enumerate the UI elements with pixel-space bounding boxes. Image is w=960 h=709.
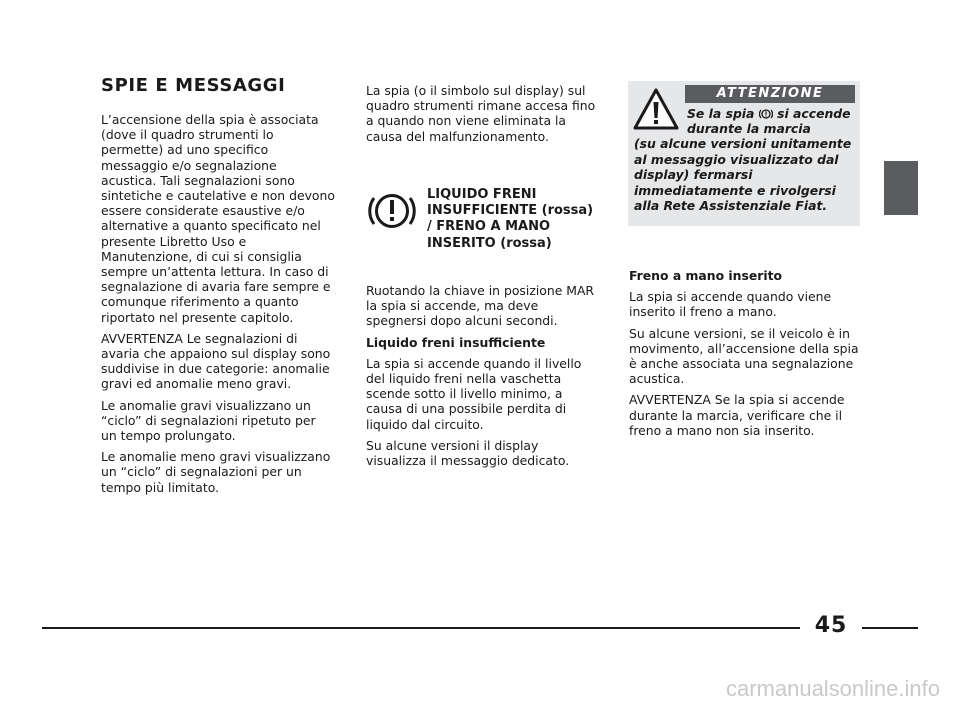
attention-lead-b: si accende durante la marcia <box>687 106 851 136</box>
column-middle-bottom <box>366 283 598 474</box>
column-middle-top <box>366 83 598 150</box>
warning-triangle-icon <box>633 88 679 130</box>
brake-warning-block <box>366 185 598 277</box>
warning-paragraph: AVVERTENZA Le segnalazioni di avaria che appaiono sul display sono suddivise in due categorie: anomalie gravi ed anomalie meno gravi. <box>101 330 331 392</box>
brake-warning-title: LIQUIDO FRENI INSUFFICIENTE (rossa) / FRENO A MANO INSERITO (rossa) <box>427 187 594 251</box>
display-message-paragraph: Su alcune versioni il display visualizza il messaggio dedicato. <box>366 437 570 469</box>
brake-warning-inline-icon <box>759 108 773 120</box>
column-right <box>629 268 863 444</box>
attention-box <box>628 81 860 226</box>
handbrake-paragraph: La spia si accende quando viene inserito il freno a mano. <box>629 289 832 320</box>
attention-lead <box>687 106 857 136</box>
attention-lead-a: Se la spia <box>687 106 755 121</box>
acoustic-signal-paragraph: Su alcune versioni, se il veicolo è in movimento, all’accensione della spia è anche associata una segnalazione acustica. <box>629 325 859 387</box>
watermark: carmanualsonline.info <box>725 676 940 701</box>
handbrake-warning-paragraph: AVVERTENZA Se la spia si accende durante la marcia, verificare che il freno a mano non sia inserito. <box>629 392 845 438</box>
intro-paragraph: L’accensione della spia è associata (dove il quadro strumenti lo permette) ad uno specifico messaggio e/o segnalazione acustica. Tali segnalazioni sono sintetiche e cautelative e non devono essere considerate esaustive e/o alternative a quanto specificato nel presente Libretto Uso e Manutenzione, di cui si consiglia sempre un’attenta lettura. In caso di segnalazione di avaria fare sempre e comunque riferimento a quanto riportato nel presente capitolo. <box>101 112 335 325</box>
attention-text: (su alcune versioni unitamente al messaggio visualizzato dal display) fermarsi immediatamente e rivolgersi alla Rete Assistenziale Fiat. <box>634 136 852 214</box>
page-title: SPIE E MESSAGGI <box>101 75 286 96</box>
attention-label: ATTENZIONE <box>685 85 855 103</box>
handbrake-subheading: Freno a mano inserito <box>629 268 783 283</box>
lamp-intro-paragraph: La spia (o il simbolo sul display) sul quadro strumenti rimane accesa fino a quando non viene eliminata la causa del malfunzionamento. <box>366 83 596 144</box>
footer-rule-left <box>42 627 800 629</box>
section-tab <box>884 161 918 215</box>
column-left <box>101 112 335 501</box>
brake-fluid-paragraph: La spia si accende quando il livello del liquido freni nella vaschetta scende sotto il livello minimo, a causa di una possibile perdita di liquido dal circuito. <box>366 355 582 432</box>
key-mar-paragraph: Ruotando la chiave in posizione MAR la spia si accende, ma deve spegnersi dopo alcuni secondi. <box>366 283 595 329</box>
serious-anomalies-paragraph: Le anomalie gravi visualizzano un “ciclo” di segnalazioni ripetuto per un tempo prolungato. <box>101 397 316 444</box>
brake-warning-icon <box>366 185 418 237</box>
brake-fluid-subheading: Liquido freni insufficiente <box>366 334 546 350</box>
minor-anomalies-paragraph: Le anomalie meno gravi visualizzano un “ciclo” di segnalazioni per un tempo più limitato. <box>101 449 331 495</box>
page-number: 45 <box>814 613 848 638</box>
footer-rule-right <box>862 627 918 629</box>
